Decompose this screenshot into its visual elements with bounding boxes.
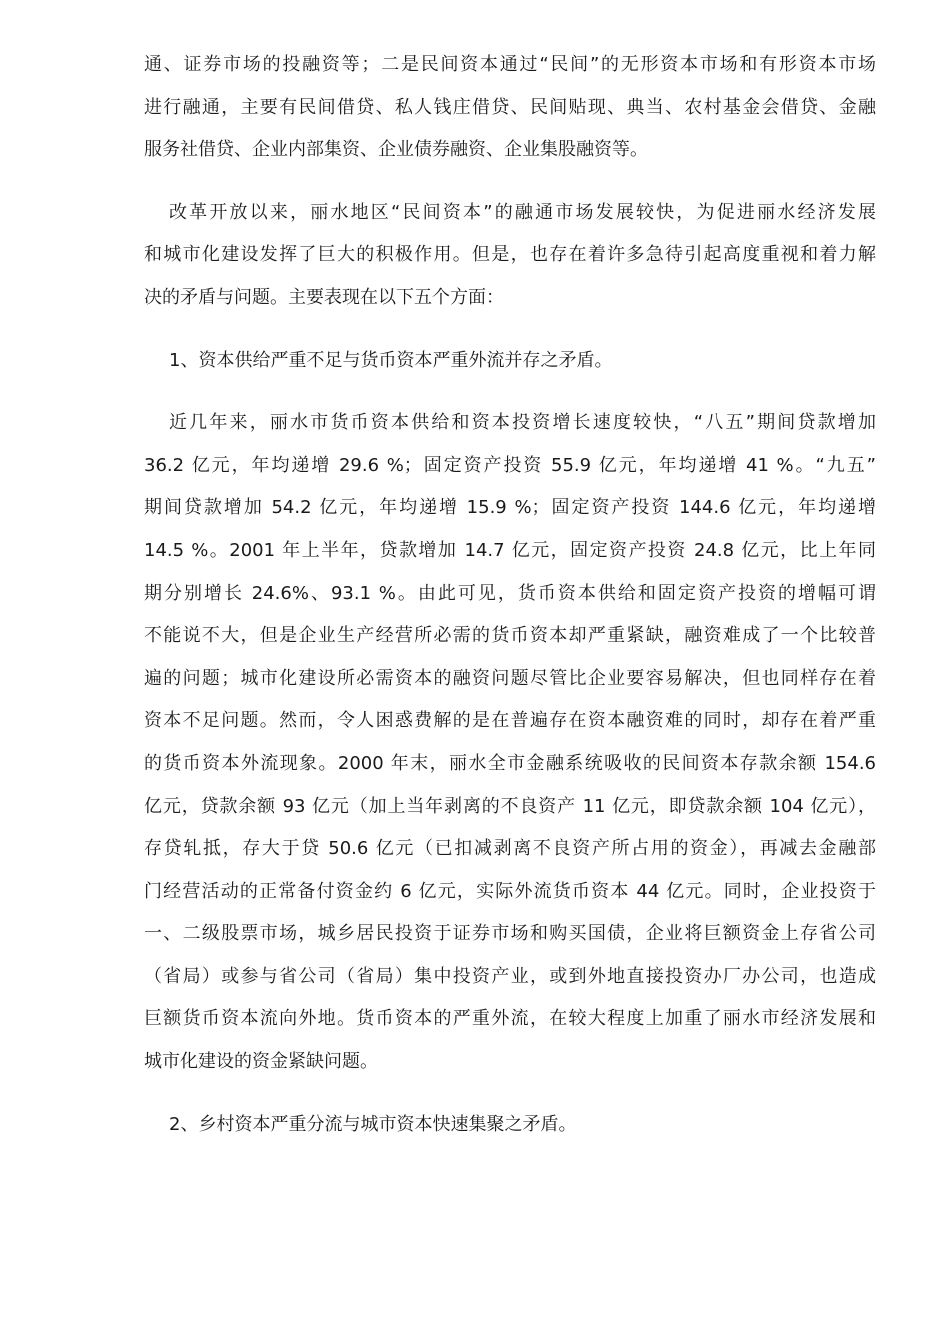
text-line: （省局）或参与省公司（省局）集中投资产业，或到外地直接投资办厂办公司，也造成 [144,965,876,987]
text-line: 服务社借贷、企业内部集资、企业债券融资、企业集股融资等。 [144,139,648,161]
heading-text: 1、资本供给严重不足与货币资本严重外流并存之矛盾。 [169,349,613,371]
text-line: 通、证券市场的投融资等；二是民间资本通过“民间”的无形资本市场和有形资本市场 [144,54,876,75]
text-line: 门经营活动的正常备付资金约 6 亿元，实际外流货币资本 44 亿元。同时，企业投资于 [144,880,876,902]
paragraph-body [144,402,876,1084]
text-line: 14.5 %。2001 年上半年，贷款增加 14.7 亿元，固定资产投资 24.8 亿元，比上年同 [144,539,876,561]
text-line: 和城市化建设发挥了巨大的积极作用。但是，也存在着许多急待引起高度重视和着力解 [144,244,876,266]
text-line: 决的矛盾与问题。主要表现在以下五个方面： [144,286,504,308]
text-line: 存贷轧抵，存大于贷 50.6 亿元（已扣减剥离不良资产所占用的资金），再减去金融部 [144,838,876,860]
text-line: 改革开放以来，丽水地区“民间资本”的融通市场发展较快，为促进丽水经济发展 [169,201,876,223]
paragraph-intro [144,192,876,320]
heading-text: 2、乡村资本严重分流与城市资本快速集聚之矛盾。 [169,1113,577,1135]
text-line: 近几年来，丽水市货币资本供给和资本投资增长速度较快，“八五”期间贷款增加 [169,412,876,434]
section-heading-1 [144,340,876,383]
text-line: 的货币资本外流现象。2000 年末，丽水全市金融系统吸收的民间资本存款余额 154.6 [144,752,876,774]
text-line: 期间贷款增加 54.2 亿元，年均递增 15.9 %；固定资产投资 144.6 亿元，年均递增 [144,497,876,519]
text-line: 进行融通，主要有民间借贷、私人钱庄借贷、民间贴现、典当、农村基金会借贷、金融 [144,96,876,118]
text-line: 不能说不大，但是企业生产经营所必需的货币资本却严重紧缺，融资难成了一个比较普 [144,625,876,647]
document-page [144,44,876,1146]
text-line: 巨额货币资本流向外地。货币资本的严重外流，在较大程度上加重了丽水市经济发展和 [144,1008,876,1030]
text-line: 遍的问题；城市化建设所必需资本的融资问题尽管比企业要容易解决，但也同样存在着 [144,667,876,689]
text-line: 一、二级股票市场，城乡居民投资于证券市场和购买国债，企业将巨额资金上存省公司 [144,923,876,945]
section-heading-2 [144,1104,876,1147]
text-line: 城市化建设的资金紧缺问题。 [144,1051,378,1073]
text-line: 亿元，贷款余额 93 亿元（加上当年剥离的不良资产 11 亿元，即贷款余额 104 亿元）， [144,795,876,817]
text-line: 资本不足问题。然而，令人困惑费解的是在普遍存在资本融资难的同时，却存在着严重 [144,710,876,732]
paragraph-continuation [144,44,876,172]
text-line: 期分别增长 24.6%、93.1 %。由此可见，货币资本供给和固定资产投资的增幅可谓 [144,582,876,604]
text-line: 36.2 亿元，年均递增 29.6 %；固定资产投资 55.9 亿元，年均递增 41 %。“九五” [144,454,876,476]
